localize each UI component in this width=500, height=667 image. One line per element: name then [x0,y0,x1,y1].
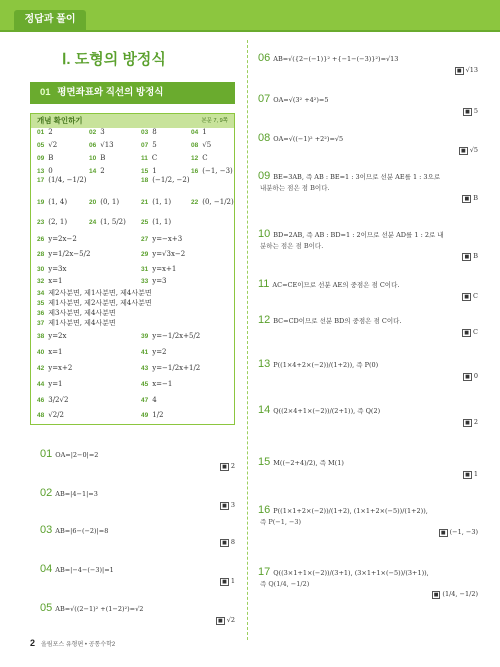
solution-number: 04 [40,563,53,575]
answer-item [141,128,157,136]
solution-text: OA=√((−1)² +2²)=√5 [273,135,344,143]
answer-value: √2 [48,141,58,149]
answer-number: 03 [141,129,149,136]
book-title: 올림포스 유형편 • 공통수학2 [41,642,116,648]
answer-number: 19 [37,199,45,206]
answer-item [141,396,157,404]
answer-number: 01 [37,129,45,136]
answer-mark-icon: ■ [440,530,446,536]
answer-mark-icon: ■ [222,464,227,470]
solution-line [258,566,429,578]
answer-number: 14 [89,168,97,175]
solution-text: Q((3×1+1×(−2))/(3+1), (3×1+1×(−5))/(3+1)), [273,569,429,577]
answer-mark-icon: ■ [222,540,227,546]
solution-result: 5 [473,107,478,115]
solution-text: AB=|6−(−2)|=8 [55,527,109,535]
answer-value: √2/2 [48,411,64,419]
answer-number: 24 [89,219,97,226]
solution-number: 09 [258,170,271,182]
answer-item [37,250,90,258]
concept-check-title [31,114,234,128]
section-number: 01 [40,87,51,98]
answer-number: 20 [89,199,97,206]
solution-text: AC=CE이므로 선분 AE의 중점은 점 C이다. [272,281,400,289]
solution-text-continued: 즉 Q(1/4, −1/2) [260,580,310,588]
column-divider [247,40,248,640]
answer-mark-icon: ■ [460,148,466,154]
answer-number: 36 [37,310,45,317]
answer-mark-icon: ■ [464,330,470,336]
answer-value: 1 [152,167,157,175]
answer-value: (2, 1) [48,218,68,226]
answer-number: 43 [141,365,149,372]
answer-value: (1, 5/2) [100,218,126,226]
solution-text: BC=CD이므로 선분 BD의 중점은 점 C이다. [273,317,402,325]
solution-line [258,228,444,240]
solution-number: 05 [40,602,53,614]
answer-value: (1/4, −1/2) [48,176,87,184]
answer-number: 26 [37,236,45,243]
solution-number: 16 [258,504,271,516]
answer-item [141,265,176,273]
solution-number: 11 [258,278,270,290]
answer-value: 제3사분면, 제4사분면 [48,309,116,317]
answer-item [141,235,182,243]
answer-value: y=2 [152,348,167,356]
solution-number: 01 [40,448,53,460]
header-tab: 정답과 풀이 [14,10,86,30]
answer-value: 제2사분면, 제1사분면, 제4사분면 [48,289,152,297]
solution-number: 12 [258,314,271,326]
solution-number: 17 [258,566,271,578]
answer-number: 11 [141,155,148,162]
answer-value: y=−1/2x+1/2 [152,364,201,372]
answer-number: 13 [37,168,45,175]
answer-item [37,298,152,308]
answer-item [37,288,152,298]
answer-number: 48 [37,412,45,419]
solution-text: AB=|4−1|=3 [55,490,98,498]
answer-value: 1 [202,128,207,136]
chapter-title: Ⅰ. 도형의 방정식 [62,51,166,68]
solution-answer [462,292,478,301]
solution-text: AB=|−4−(−3)|=1 [55,566,114,574]
answer-value: C [202,154,208,162]
answer-value: (0, −1/2) [202,198,234,206]
answer-number: 42 [37,365,45,372]
section-title-bar [30,82,235,104]
concept-check-label: 개념 확인하기 [37,116,83,125]
answer-item [141,167,157,175]
answer-number: 45 [141,381,149,388]
answer-item [141,380,172,388]
answer-number: 23 [37,219,45,226]
solution-number: 15 [258,456,271,468]
solution-answer [463,107,478,116]
answer-number: 34 [37,290,45,297]
answer-value: y=1/2x−5/2 [48,250,91,258]
solution-answer [459,146,478,155]
answer-number: 10 [89,155,97,162]
answer-item [37,396,68,404]
answer-number: 33 [141,278,149,285]
answer-value: 제1사분면, 제4사분면 [48,319,116,327]
answer-value: (−1/2, −2) [152,176,190,184]
solution-number: 10 [258,228,271,240]
answer-value: y=−x+3 [152,235,183,243]
answer-number: 09 [37,155,45,162]
solution-text: AB=√((2−1)² +(1−2)²)=√2 [55,605,144,613]
answer-value: y=x+2 [48,364,73,372]
page-number: 2 [30,638,36,648]
answer-value: y=−1/2x+5/2 [152,332,201,340]
solution-answer [462,328,478,337]
answer-number: 04 [191,129,199,136]
concept-check-ref: 본문 7, 9쪽 [201,118,228,124]
answer-item [37,218,67,226]
solution-result: 0 [473,372,478,380]
answer-item [37,141,57,149]
answer-value: y=2x [48,332,67,340]
solution-text: P((1×4+2×(−2))/(1+2)), 즉 P(0) [273,361,379,369]
answer-mark-icon: ■ [464,294,470,300]
answer-value: 0 [48,167,53,175]
answer-value: 2 [48,128,53,136]
answer-number: 07 [141,142,149,149]
answer-number: 37 [37,320,45,327]
answer-item [37,348,63,356]
answer-number: 38 [37,333,45,340]
answer-number: 08 [191,142,199,149]
solution-text-continued: 분하는 점은 점 B이다. [260,242,324,250]
answer-number: 21 [141,199,149,206]
answer-value: 8 [152,128,157,136]
solution-text: P((1×1+2×(−2))/(1+2), (1×1+2×(−5))/(1+2)), [273,507,428,515]
answer-item [37,235,77,243]
solution-result: √5 [469,146,478,154]
answer-value: C [151,154,158,162]
answer-value: 1/2 [152,411,164,419]
solution-answer [462,194,478,203]
answer-mark-icon: ■ [465,472,470,478]
solution-line [258,278,399,290]
solution-text: BD=2AB, 즉 AB : BD=1 : 2이므로 선분 AD를 1 : 2로 내 [273,231,444,239]
answer-value: 2 [100,167,105,175]
answer-mark-icon: ■ [456,68,462,74]
solution-answer [463,470,478,479]
answer-item [37,318,116,328]
answer-value: 3 [100,128,105,136]
solution-text: OA=√(3² +4²)=5 [273,96,329,104]
answer-number: 18 [141,177,149,184]
answer-mark-icon: ■ [222,579,227,585]
answer-number: 22 [191,199,199,206]
solution-line [258,404,380,416]
solution-line [40,563,114,575]
answer-item [141,332,200,340]
answer-value: 5 [152,141,157,149]
answer-item [191,198,234,206]
answer-value: (0, 1) [100,198,120,206]
solution-answer [439,528,478,537]
answer-number: 49 [141,412,149,419]
solution-text-continued: 내분하는 점은 점 B이다. [260,184,330,192]
answer-item [37,154,53,162]
answer-item [37,198,67,206]
solution-number: 14 [258,404,271,416]
answer-number: 41 [141,349,149,356]
answer-mark-icon: ■ [465,420,470,426]
answer-mark-icon: ■ [433,592,439,598]
solution-answer [463,372,478,381]
answer-value: y=1 [48,380,63,388]
answer-number: 31 [141,266,149,273]
answer-item [141,176,190,184]
answer-item [141,277,167,285]
answer-item [141,141,157,149]
answer-item [141,154,157,162]
answer-number: 02 [89,129,97,136]
answer-item [37,128,53,136]
answer-item [191,128,207,136]
solution-text: Q((2×4+1×(−2))/(2+1)), 즉 Q(2) [273,407,381,415]
solution-answer [220,538,235,547]
solution-result: √2 [226,616,235,624]
answer-number: 28 [37,251,45,258]
solution-line [258,132,343,144]
answer-item [37,332,66,340]
answer-value: y=3 [152,277,167,285]
answer-mark-icon: ■ [465,374,470,380]
solution-text: BE=3AB, 즉 AB : BE=1 : 3이므로 선분 AE를 1 : 3으로 [273,173,441,181]
answer-value: 4 [152,396,157,404]
answer-value: √13 [100,141,114,149]
solution-number: 13 [258,358,271,370]
solution-result: C [473,292,478,300]
solution-line [258,504,428,516]
answer-item [37,265,66,273]
solution-result: √13 [465,66,478,74]
solution-text-continued: 즉 P(−1, −3) [260,518,302,526]
answer-mark-icon: ■ [464,196,470,202]
answer-item [37,308,116,318]
solution-line [40,487,98,499]
solution-line [258,314,401,326]
answer-item [37,176,87,184]
answer-value: y=x+1 [152,265,177,273]
answer-item [89,218,126,226]
answer-item [37,167,53,175]
solution-result: B [473,252,478,260]
answer-number: 30 [37,266,45,273]
solution-line [40,448,98,460]
solution-answer [220,577,235,586]
answer-number: 44 [37,381,45,388]
answer-number: 17 [37,177,45,184]
answer-number: 40 [37,349,45,356]
solution-result: 8 [230,538,235,546]
solution-result: C [473,328,478,336]
solution-text: OA=|2−0|=2 [55,451,99,459]
solution-line [258,456,344,468]
answer-item [191,141,211,149]
solution-result: 2 [473,418,478,426]
answer-number: 16 [191,168,199,175]
answer-value: √5 [202,141,212,149]
header-rule [0,30,500,32]
answer-number: 39 [141,333,149,340]
answer-value: y=3x [48,265,67,273]
answer-mark-icon: ■ [465,109,470,115]
answer-item [141,411,164,419]
solution-line [40,602,143,614]
answer-item [89,167,105,175]
solution-number: 02 [40,487,53,499]
answer-value: y=√3x−2 [152,250,186,258]
answer-item [89,141,114,149]
answer-value: (−1, −3) [202,167,233,175]
answer-item [141,348,167,356]
answer-item [89,128,105,136]
answer-value: y=2x−2 [48,235,77,243]
solution-number: 08 [258,132,271,144]
solution-answer [462,252,478,261]
solution-number: 07 [258,93,271,105]
answer-value: (1, 1) [152,218,172,226]
answer-value: 3/2√2 [48,396,69,404]
answer-item [89,154,105,162]
answer-number: 35 [37,300,45,307]
answer-value: B [100,154,106,162]
concept-check-box [30,113,235,425]
solution-number: 06 [258,52,271,64]
answer-item [141,364,200,372]
solution-result: 1 [473,470,478,478]
solution-line [40,524,108,536]
solution-result: 1 [230,577,235,585]
section-title: 평면좌표와 직선의 방정식 [57,87,164,98]
answer-number: 12 [191,155,199,162]
answer-number: 29 [141,251,149,258]
answer-number: 47 [141,397,149,404]
answer-value: x=1 [48,277,63,285]
answer-value: x=1 [48,348,63,356]
answer-value: B [48,154,54,162]
answer-number: 27 [141,236,149,243]
answer-mark-icon: ■ [464,254,470,260]
answer-value: 제1사분면, 제2사분면, 제4사분면 [48,299,152,307]
solution-answer [220,501,235,510]
answer-number: 15 [141,168,149,175]
answer-value: x=−1 [152,380,173,388]
solution-answer [216,616,235,625]
answer-item [37,364,72,372]
solution-answer [455,66,478,75]
answer-mark-icon: ■ [222,503,227,509]
solution-result: 2 [230,462,235,470]
answer-value: (1, 4) [48,198,68,206]
solution-line [258,93,329,105]
answer-item [141,218,171,226]
solution-result: 3 [230,501,235,509]
solution-result: (1/4, −1/2) [442,590,478,598]
answer-item [191,167,233,175]
answer-mark-icon: ■ [217,618,223,624]
solution-number: 03 [40,524,53,536]
answer-item [37,277,63,285]
answer-item [141,198,171,206]
answer-number: 05 [37,142,45,149]
page-footer [30,638,115,648]
solution-line [258,52,398,64]
solution-answer [432,590,478,599]
answer-number: 06 [89,142,97,149]
solution-line [258,358,378,370]
answer-item [37,380,63,388]
answer-number: 32 [37,278,45,285]
answer-number: 46 [37,397,45,404]
solution-text: M((−2+4)/2), 즉 M(1) [273,459,344,467]
solution-answer [220,462,235,471]
answer-item [37,411,64,419]
solution-result: (−1, −3) [449,528,478,536]
solution-text: AB=√({2−(−1)}² +{−1−(−3)}²)=√13 [273,55,399,63]
solution-result: B [473,194,478,202]
solution-line [258,170,440,182]
answer-item [141,250,185,258]
answer-number: 25 [141,219,149,226]
answer-item [191,154,208,162]
answer-value: (1, 1) [152,198,172,206]
solution-answer [463,418,478,427]
answer-item [89,198,119,206]
